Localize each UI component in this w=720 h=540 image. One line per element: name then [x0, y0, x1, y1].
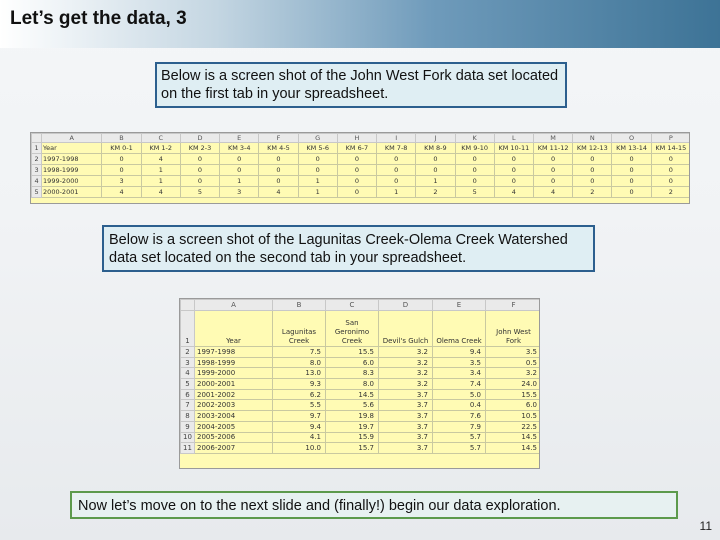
row-number: 8 — [181, 411, 195, 422]
table-row — [181, 400, 541, 411]
data-cell: 4 — [141, 187, 180, 198]
data-cell: 0 — [455, 165, 494, 176]
table-row — [181, 357, 541, 368]
data-cell: 7.9 — [433, 421, 486, 432]
data-cell: 0 — [337, 154, 376, 165]
data-cell: KM 2-3 — [180, 143, 219, 154]
data-cell: 0 — [337, 187, 376, 198]
data-cell: 0 — [494, 176, 533, 187]
column-letter: G — [298, 134, 337, 143]
year-cell: 2002-2003 — [195, 400, 273, 411]
data-cell: 0 — [298, 165, 337, 176]
table-row — [181, 432, 541, 443]
column-letter: N — [573, 134, 612, 143]
year-cell: 2003-2004 — [195, 411, 273, 422]
data-cell: KM 7-8 — [377, 143, 416, 154]
data-cell: 24.0 — [486, 379, 541, 390]
data-cell: 6.0 — [326, 357, 379, 368]
data-cell: 4 — [141, 154, 180, 165]
column-letters-row — [181, 300, 541, 311]
data-cell: 0 — [298, 154, 337, 165]
row-number: 3 — [32, 165, 42, 176]
data-cell: 0 — [337, 176, 376, 187]
data-cell: 4 — [102, 187, 141, 198]
data-cell: 0 — [377, 176, 416, 187]
column-letter: E — [433, 300, 486, 311]
table-row — [32, 165, 691, 176]
data-cell: 14.5 — [486, 443, 541, 454]
column-letter: E — [220, 134, 259, 143]
data-cell: 15.9 — [326, 432, 379, 443]
data-cell: 0 — [337, 165, 376, 176]
row-number: 1 — [32, 143, 42, 154]
data-cell: 8.0 — [326, 379, 379, 390]
data-cell: 0 — [612, 187, 651, 198]
data-cell: 15.7 — [326, 443, 379, 454]
year-cell: 1998-1999 — [42, 165, 102, 176]
year-cell: 2006-2007 — [195, 443, 273, 454]
data-cell: 4.1 — [273, 432, 326, 443]
year-cell: 1998-1999 — [195, 357, 273, 368]
data-cell: 3.7 — [379, 443, 433, 454]
table-row — [181, 347, 541, 358]
data-cell: 7.5 — [273, 347, 326, 358]
data-cell: 0 — [220, 165, 259, 176]
data-cell: 5 — [180, 187, 219, 198]
data-cell: 0 — [377, 165, 416, 176]
data-cell: 9.4 — [433, 347, 486, 358]
data-cell: 0 — [612, 176, 651, 187]
data-cell: 0 — [180, 154, 219, 165]
column-letter: O — [612, 134, 651, 143]
data-cell: 1 — [416, 176, 455, 187]
row-number: 1 — [181, 311, 195, 347]
data-cell: KM 4-5 — [259, 143, 298, 154]
row-number: 4 — [181, 368, 195, 379]
page-number: 11 — [699, 519, 712, 533]
data-cell: 0 — [416, 165, 455, 176]
data-cell: 7.6 — [433, 411, 486, 422]
data-cell: 4 — [259, 187, 298, 198]
data-cell: 3.2 — [379, 379, 433, 390]
column-letter: A — [195, 300, 273, 311]
data-cell: 8.0 — [273, 357, 326, 368]
data-cell: 15.5 — [326, 347, 379, 358]
data-cell: 3.5 — [486, 347, 541, 358]
column-letter: H — [337, 134, 376, 143]
row-number: 7 — [181, 400, 195, 411]
data-cell: 14.5 — [326, 389, 379, 400]
column-letter: C — [326, 300, 379, 311]
data-cell: 0 — [651, 154, 690, 165]
data-cell: 0 — [573, 165, 612, 176]
data-cell: 15.5 — [486, 389, 541, 400]
data-cell: 5.7 — [433, 443, 486, 454]
data-cell: 14.5 — [486, 432, 541, 443]
data-cell: 3.2 — [486, 368, 541, 379]
data-cell: KM 11-12 — [533, 143, 572, 154]
data-cell: 5.0 — [433, 389, 486, 400]
data-cell: 1 — [298, 176, 337, 187]
year-cell: 1997-1998 — [42, 154, 102, 165]
year-cell: 2005-2006 — [195, 432, 273, 443]
row-number: 3 — [181, 357, 195, 368]
column-letter: B — [102, 134, 141, 143]
data-cell: 9.7 — [273, 411, 326, 422]
table-row — [181, 443, 541, 454]
data-cell: 0 — [612, 165, 651, 176]
data-cell: 0 — [416, 154, 455, 165]
data-cell: 0 — [651, 165, 690, 176]
row-number: 6 — [181, 389, 195, 400]
data-cell: KM 9-10 — [455, 143, 494, 154]
header-cell-san-geronimo: San Geronimo Creek — [326, 311, 379, 347]
data-cell: 0 — [533, 176, 572, 187]
column-letter: P — [651, 134, 690, 143]
data-cell: 0 — [612, 154, 651, 165]
table-row — [181, 421, 541, 432]
data-cell: 4 — [533, 187, 572, 198]
data-cell: 0.5 — [486, 357, 541, 368]
year-cell: 1997-1998 — [195, 347, 273, 358]
table-row — [32, 154, 691, 165]
table-row — [32, 143, 691, 154]
data-cell: 7.4 — [433, 379, 486, 390]
data-cell: 1 — [220, 176, 259, 187]
row-number: 5 — [181, 379, 195, 390]
row-number: 9 — [181, 421, 195, 432]
data-cell: 5 — [455, 187, 494, 198]
data-cell: 19.7 — [326, 421, 379, 432]
data-cell: 0 — [102, 154, 141, 165]
column-letters-row — [32, 134, 691, 143]
data-cell: 0 — [180, 176, 219, 187]
data-cell: 2 — [573, 187, 612, 198]
data-cell: 6.2 — [273, 389, 326, 400]
data-cell: 0 — [259, 176, 298, 187]
data-cell: 3.7 — [379, 411, 433, 422]
header-cell-olema: Olema Creek — [433, 311, 486, 347]
data-cell: 0 — [377, 154, 416, 165]
data-cell: 0 — [533, 165, 572, 176]
year-cell: 2000-2001 — [195, 379, 273, 390]
data-cell: 0 — [494, 154, 533, 165]
data-cell: 2 — [651, 187, 690, 198]
data-cell: 3.2 — [379, 368, 433, 379]
data-cell: 3.7 — [379, 432, 433, 443]
header-cell-devils-gulch: Devil's Gulch — [379, 311, 433, 347]
column-letter: L — [494, 134, 533, 143]
data-cell: 3.2 — [379, 357, 433, 368]
data-cell: 3.5 — [433, 357, 486, 368]
column-letter: J — [416, 134, 455, 143]
row-number: 10 — [181, 432, 195, 443]
data-cell: 0 — [180, 165, 219, 176]
data-cell: 0 — [533, 154, 572, 165]
column-letter: I — [377, 134, 416, 143]
table-row — [32, 187, 691, 198]
data-cell: KM 6-7 — [337, 143, 376, 154]
data-cell: 0 — [259, 165, 298, 176]
data-cell: 0 — [573, 154, 612, 165]
column-letter: F — [486, 300, 541, 311]
data-cell: KM 1-2 — [141, 143, 180, 154]
data-cell: 5.5 — [273, 400, 326, 411]
data-cell: 0 — [494, 165, 533, 176]
data-cell: 1 — [141, 176, 180, 187]
year-cell: 2000-2001 — [42, 187, 102, 198]
data-cell: 3 — [220, 187, 259, 198]
data-cell: 0 — [651, 176, 690, 187]
header-cell-year: Year — [195, 311, 273, 347]
data-cell: 4 — [494, 187, 533, 198]
lagunitas-olema-table — [180, 299, 540, 454]
data-cell: KM 10-11 — [494, 143, 533, 154]
data-cell: 0 — [259, 154, 298, 165]
data-cell: 5.6 — [326, 400, 379, 411]
table-row — [181, 411, 541, 422]
data-cell: KM 13-14 — [612, 143, 651, 154]
row-number: 4 — [32, 176, 42, 187]
screenshot-lagunitas-olema — [179, 298, 540, 469]
callout-lagunitas-olema: Below is a screen shot of the Lagunitas Creek-Olema Creek Watershed data set located on the second tab in your spreadsheet. — [102, 225, 595, 272]
data-cell: 1 — [377, 187, 416, 198]
column-letter: F — [259, 134, 298, 143]
data-cell: 19.8 — [326, 411, 379, 422]
data-cell: KM 12-13 — [573, 143, 612, 154]
data-cell: 3.2 — [379, 347, 433, 358]
data-cell: 8.3 — [326, 368, 379, 379]
corner-cell — [181, 300, 195, 311]
row-number: 2 — [181, 347, 195, 358]
data-cell: 1 — [298, 187, 337, 198]
data-cell: 3.7 — [379, 389, 433, 400]
table-row — [181, 368, 541, 379]
data-cell: KM 0-1 — [102, 143, 141, 154]
column-letter: D — [180, 134, 219, 143]
data-cell: 0 — [102, 165, 141, 176]
data-cell: 13.0 — [273, 368, 326, 379]
data-cell: 0 — [220, 154, 259, 165]
data-cell: 2 — [416, 187, 455, 198]
data-cell: 0 — [455, 176, 494, 187]
data-cell: KM 8-9 — [416, 143, 455, 154]
year-cell: 1999-2000 — [42, 176, 102, 187]
column-letter: B — [273, 300, 326, 311]
data-cell: 3 — [102, 176, 141, 187]
data-cell: 6.0 — [486, 400, 541, 411]
header-cell-john-west-fork: John West Fork — [486, 311, 541, 347]
data-cell: 10.0 — [273, 443, 326, 454]
data-cell: 3.7 — [379, 400, 433, 411]
year-cell: 1999-2000 — [195, 368, 273, 379]
column-letter: M — [533, 134, 572, 143]
header-cell-lagunitas: Lagunitas Creek — [273, 311, 326, 347]
year-cell: Year — [42, 143, 102, 154]
data-cell: 10.5 — [486, 411, 541, 422]
column-letter: C — [141, 134, 180, 143]
header-row — [181, 311, 541, 347]
screenshot-john-west-fork — [30, 132, 690, 204]
data-cell: 3.4 — [433, 368, 486, 379]
column-letter: A — [42, 134, 102, 143]
data-cell: 1 — [141, 165, 180, 176]
callout-john-west-fork: Below is a screen shot of the John West Fork data set located on the first tab in your spreadsheet. — [155, 62, 567, 108]
data-cell: 5.7 — [433, 432, 486, 443]
year-cell: 2001-2002 — [195, 389, 273, 400]
data-cell: 9.4 — [273, 421, 326, 432]
column-letter: K — [455, 134, 494, 143]
table-row — [32, 176, 691, 187]
data-cell: 0 — [573, 176, 612, 187]
row-number: 5 — [32, 187, 42, 198]
data-cell: 22.5 — [486, 421, 541, 432]
data-cell: KM 14-15 — [651, 143, 690, 154]
table-row — [181, 379, 541, 390]
table-row — [181, 389, 541, 400]
year-cell: 2004-2005 — [195, 421, 273, 432]
callout-next-slide: Now let’s move on to the next slide and (finally!) begin our data exploration. — [70, 491, 678, 519]
slide-title: Let’s get the data, 3 — [10, 8, 187, 29]
column-letter: D — [379, 300, 433, 311]
row-number: 11 — [181, 443, 195, 454]
data-cell: 9.3 — [273, 379, 326, 390]
data-cell: KM 3-4 — [220, 143, 259, 154]
corner-cell — [32, 134, 42, 143]
data-cell: 0.4 — [433, 400, 486, 411]
row-number: 2 — [32, 154, 42, 165]
john-west-fork-table — [31, 133, 690, 198]
data-cell: KM 5-6 — [298, 143, 337, 154]
data-cell: 3.7 — [379, 421, 433, 432]
data-cell: 0 — [455, 154, 494, 165]
